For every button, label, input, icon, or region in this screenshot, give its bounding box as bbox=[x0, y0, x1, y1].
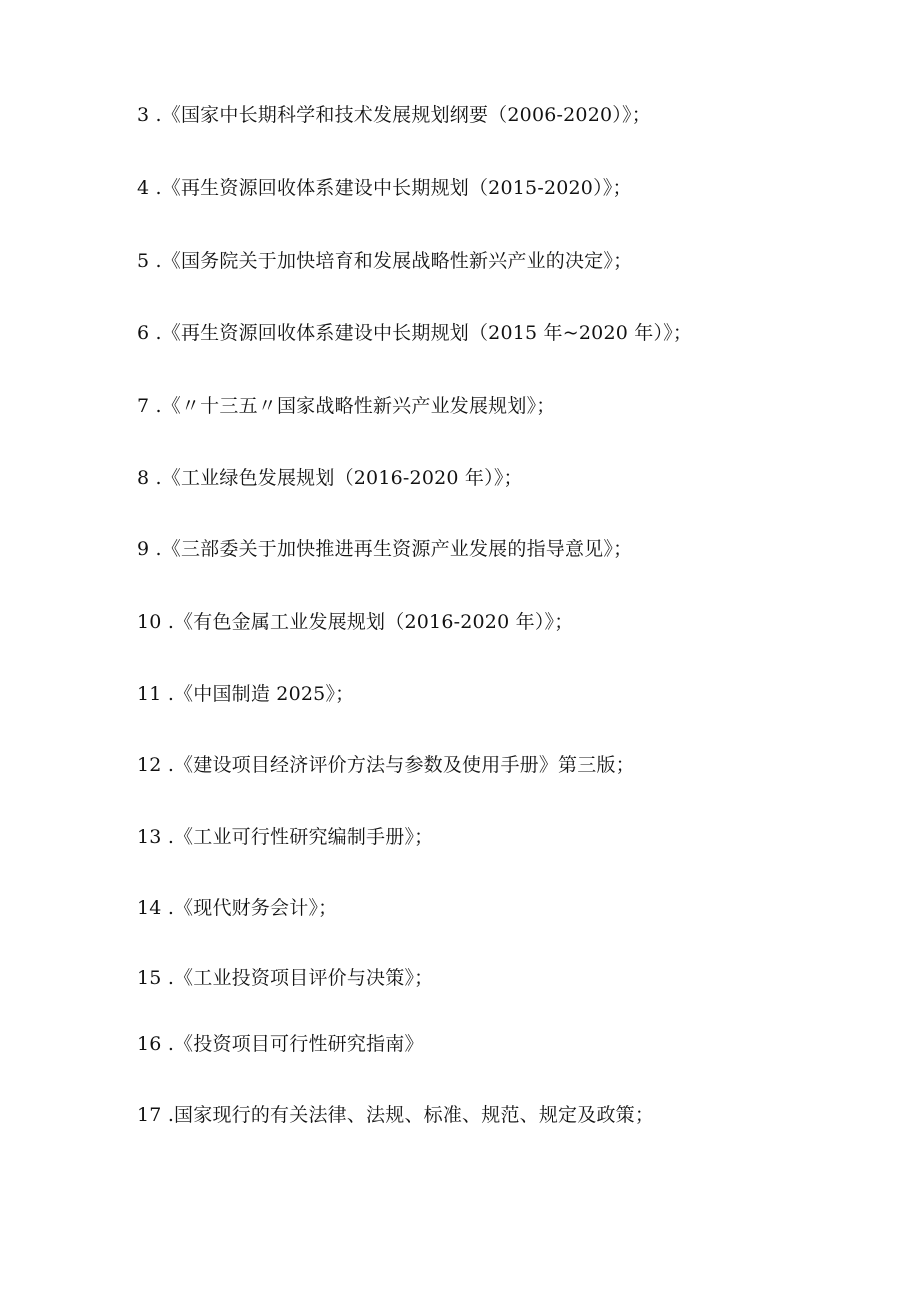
reference-item: 3 .《国家中长期科学和技术发展规划纲要（2006-2020）》； bbox=[137, 104, 651, 126]
reference-item: 11 .《中国制造 2025》； bbox=[137, 683, 355, 705]
reference-item: 5 .《国务院关于加快培育和发展战略性新兴产业的决定》； bbox=[137, 250, 633, 272]
reference-item: 17 .国家现行的有关法律、法规、标准、规范、规定及政策； bbox=[137, 1104, 655, 1126]
reference-item: 15 .《工业投资项目评价与决策》； bbox=[137, 967, 434, 989]
reference-item: 10 .《有色金属工业发展规划（2016-2020 年）》； bbox=[137, 611, 574, 633]
reference-item: 14 .《现代财务会计》； bbox=[137, 897, 338, 919]
reference-item: 4 .《再生资源回收体系建设中长期规划（2015-2020）》； bbox=[137, 177, 632, 199]
reference-item: 6 .《再生资源回收体系建设中长期规划（2015 年~2020 年）》； bbox=[137, 322, 693, 344]
reference-item: 12 .《建设项目经济评价方法与参数及使用手册》第三版； bbox=[137, 754, 635, 776]
reference-item: 9 .《三部委关于加快推进再生资源产业发展的指导意见》； bbox=[137, 538, 633, 560]
reference-item: 8 .《工业绿色发展规划（2016-2020 年）》； bbox=[137, 467, 523, 489]
reference-item: 7 .《〃十三五〃国家战略性新兴产业发展规划》； bbox=[137, 395, 556, 417]
reference-item: 13 .《工业可行性研究编制手册》； bbox=[137, 826, 434, 848]
reference-item: 16 .《投资项目可行性研究指南》 bbox=[137, 1033, 424, 1055]
